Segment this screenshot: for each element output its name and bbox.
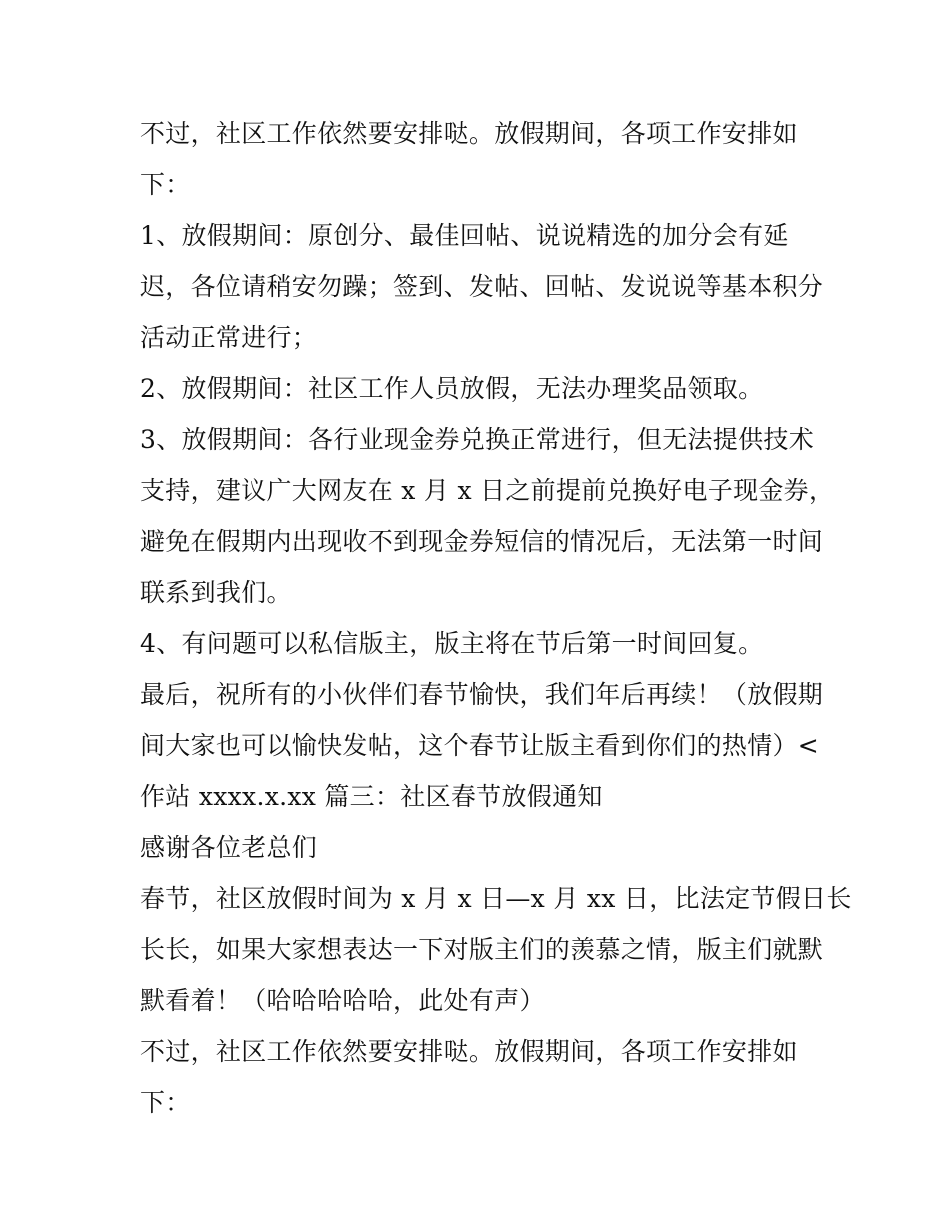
document-body (140, 108, 852, 1128)
text-line: 长长，如果大家想表达一下对版主们的羡慕之情，版主们就默 (140, 935, 824, 964)
text-line: 避免在假期内出现收不到现金券短信的情况后，无法第一时间 (140, 527, 824, 556)
text-line: 不过，社区工作依然要安排哒。放假期间，各项工作安排如 (140, 119, 798, 148)
text-line: 4、有问题可以私信版主，版主将在节后第一时间回复。 (140, 629, 764, 658)
text-line: 2、放假期间：社区工作人员放假，无法办理奖品领取。 (140, 374, 764, 403)
text-line: 3、放假期间：各行业现金券兑换正常进行，但无法提供技术 (140, 425, 815, 454)
text-line: 联系到我们。 (140, 578, 292, 607)
text-line: 下： (140, 1088, 191, 1117)
text-line: 支持，建议广大网友在 x 月 x 日之前提前兑换好电子现金券， (140, 476, 835, 505)
text-line: 默看着！（哈哈哈哈哈，此处有声） (140, 986, 545, 1015)
text-line: 1、放假期间：原创分、最佳回帖、说说精选的加分会有延 (140, 221, 789, 250)
text-line: 春节，社区放假时间为 x 月 x 日—x 月 xx 日，比法定节假日长 (140, 884, 852, 913)
text-line: 迟，各位请稍安勿躁；签到、发帖、回帖、发说说等基本积分 (140, 272, 824, 301)
text-line: 下： (140, 170, 191, 199)
text-line: 最后，祝所有的小伙伴们春节愉快，我们年后再续！（放假期 (140, 680, 824, 709)
text-line: 感谢各位老总们 (140, 833, 318, 862)
text-line: 间大家也可以愉快发帖，这个春节让版主看到你们的热情）< (140, 731, 820, 760)
text-line: 活动正常进行； (140, 323, 318, 352)
text-line: 不过，社区工作依然要安排哒。放假期间，各项工作安排如 (140, 1037, 798, 1066)
text-line: 作站 xxxx.x.xx 篇三：社区春节放假通知 (140, 782, 603, 811)
